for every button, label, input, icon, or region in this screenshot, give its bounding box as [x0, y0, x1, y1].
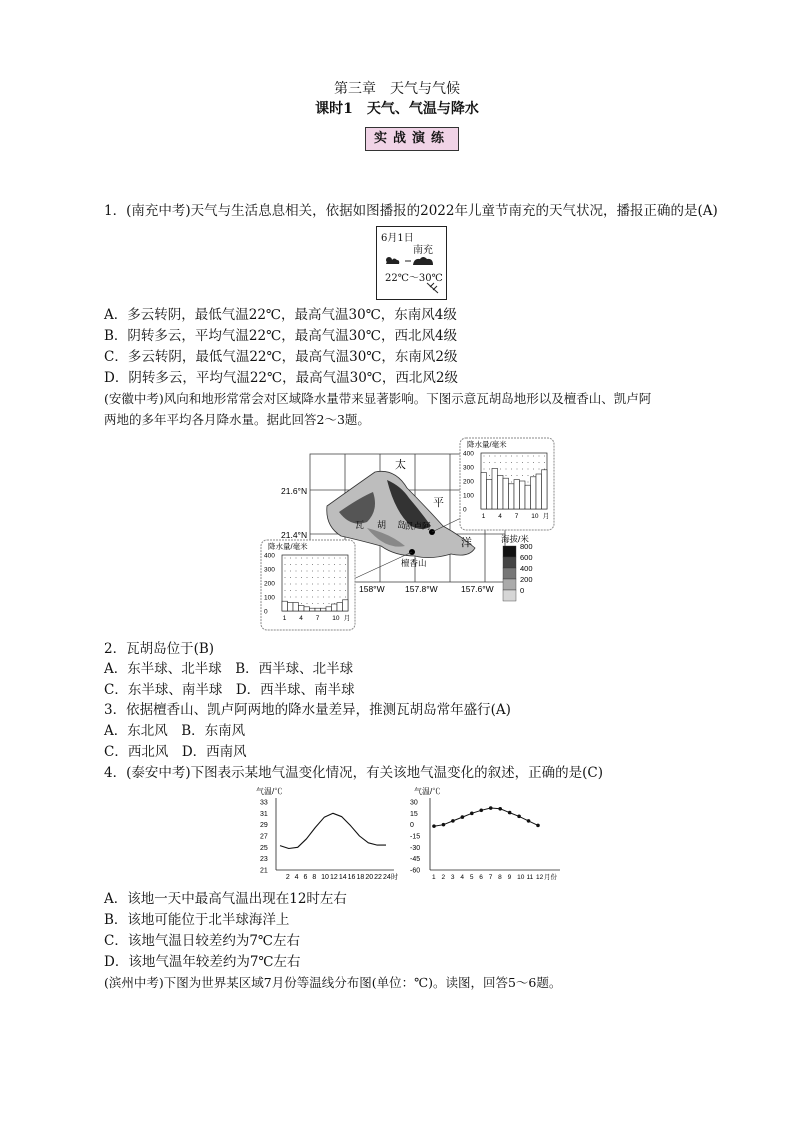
- kailua-xtick-3: 10: [531, 513, 539, 520]
- kailua-ytick-3: 100: [463, 492, 474, 500]
- daily-ytick-4: 25: [260, 844, 268, 852]
- honolulu-precip-chart: [260, 539, 356, 631]
- elevation-swatch-4: [503, 590, 516, 601]
- island-label-1: 瓦: [355, 520, 365, 530]
- kailua-ytick-4: 0: [463, 506, 467, 514]
- honolulu-ytick-3: 100: [264, 594, 275, 602]
- q2-option-ab: A．东半球、北半球 B．西半球、北半球: [104, 661, 354, 677]
- annual-xtick-10: 11: [526, 874, 534, 881]
- honolulu-bar-11: [337, 603, 343, 611]
- weather-city: 南充: [413, 245, 433, 256]
- lon-label-1: 158°W: [359, 584, 385, 594]
- elevation-value-3: 200: [520, 575, 533, 584]
- kailua-xtick-1: 4: [498, 513, 502, 520]
- annual-xtick-1: 2: [441, 874, 446, 881]
- q4-option-d: D．该地气温年较差约为7℃左右: [104, 954, 301, 970]
- q4-option-b: B．该地可能位于北半球海洋上: [104, 912, 290, 928]
- honolulu-bar-6: [310, 608, 316, 611]
- daily-ytick-2: 29: [260, 822, 268, 830]
- intro-2-3-line2: 两地的多年平均各月降水量。据此回答2～3题。: [104, 412, 370, 427]
- intro-5-6: (滨州中考)下图为世界某区域7月份等温线分布图(单位：℃)。读图，回答5～6题。: [104, 975, 562, 990]
- elevation-value-4: 0: [520, 586, 525, 595]
- annual-xtick-0: 1: [432, 874, 436, 881]
- elevation-value-2: 400: [520, 564, 533, 573]
- annual-ytick-2: 0: [410, 822, 414, 830]
- kailua-bar-9: [525, 485, 531, 509]
- daily-ytick-0: 33: [260, 799, 268, 807]
- annual-xtick-11: 12: [536, 874, 544, 881]
- honolulu-bar-5: [304, 607, 310, 611]
- kailua-bar-10: [531, 477, 537, 509]
- island-label-3: 岛: [397, 520, 407, 530]
- honolulu-xtick-4: 月: [343, 615, 351, 622]
- daily-ylabel: 气温/℃: [256, 787, 283, 796]
- q4-stem: 4．(泰安中考)下图表示某地气温变化情况，有关该地气温变化的叙述，正确的是(C): [104, 765, 603, 781]
- annual-point-7: [489, 806, 493, 810]
- weather-card: [376, 226, 447, 300]
- daily-xtick-6: 14: [338, 874, 347, 881]
- lat-label-2: 21.4°N: [281, 530, 308, 540]
- weather-temp: 22℃～30℃: [385, 273, 443, 284]
- honolulu-xtick-3: 10: [332, 615, 340, 622]
- elevation-legend: [503, 542, 533, 601]
- annual-xtick-8: 9: [507, 874, 512, 881]
- daily-temp-chart: [254, 784, 404, 886]
- q1-option-a: A．多云转阴，最低气温22℃，最高气温30℃，东南风4级: [104, 307, 457, 323]
- kailua-precip-chart: [459, 437, 555, 531]
- annual-xtick-6: 7: [488, 874, 493, 881]
- honolulu-bar-2: [288, 603, 294, 611]
- annual-point-6: [479, 809, 483, 813]
- kailua-ytick-2: 200: [463, 478, 474, 486]
- q4-option-a: A．该地一天中最高气温出现在12时左右: [104, 891, 347, 907]
- honolulu-ytick-4: 0: [264, 608, 268, 616]
- q4-option-c: C．该地气温日较差约为7℃左右: [104, 933, 301, 949]
- elevation-value-1: 600: [520, 553, 533, 562]
- annual-xtick-4: 5: [469, 874, 474, 881]
- kailua-bar-1: [481, 473, 487, 509]
- annual-ylabel: 气温/℃: [414, 787, 441, 796]
- kailua-ytick-0: 400: [463, 450, 474, 458]
- intro-2-3-line1: (安徽中考)风向和地形常常会对区域降水量带来显著影响。下图示意瓦胡岛地形以及檀香山、凯卢阿: [104, 391, 652, 406]
- lon-label-2: 157.8°W: [405, 584, 438, 594]
- q3-option-ab: A．东北风 B．东南风: [104, 723, 246, 739]
- daily-ytick-1: 31: [260, 810, 268, 818]
- kailua-bar-3: [492, 468, 498, 509]
- daily-xtick-11: 24: [383, 874, 391, 881]
- daily-ytick-5: 23: [260, 856, 268, 864]
- annual-xtick-12: 月份: [544, 874, 557, 881]
- kailua-bar-8: [520, 481, 526, 509]
- kailua-ytick-1: 300: [463, 464, 474, 472]
- daily-xtick-0: 2: [285, 874, 290, 881]
- honolulu-bar-4: [299, 605, 305, 611]
- annual-xtick-5: 6: [479, 874, 483, 881]
- kailua-bar-5: [503, 478, 509, 509]
- q1-option-c: C．多云转阴，最低气温22℃，最高气温30℃，东南风2级: [104, 349, 458, 365]
- kailua-bar-4: [498, 475, 504, 509]
- q3-stem: 3．依据檀香山、凯卢阿两地的降水量差异，推测瓦胡岛常年盛行(A): [104, 702, 511, 718]
- honolulu-xtick-0: 1: [282, 615, 287, 622]
- annual-ytick-0: 30: [410, 799, 418, 807]
- daily-xtick-8: 18: [356, 874, 365, 881]
- honolulu-bar-9: [326, 607, 332, 611]
- kailua-xtick-0: 1: [481, 513, 486, 520]
- annual-point-3: [451, 819, 455, 823]
- annual-point-4: [461, 815, 465, 819]
- kailua-bar-7: [514, 480, 520, 509]
- annual-point-11: [527, 819, 531, 823]
- honolulu-ytick-2: 200: [264, 580, 275, 588]
- lon-label-3: 157.6°W: [461, 584, 494, 594]
- elevation-value-0: 800: [520, 542, 533, 551]
- honolulu-xtick-1: 4: [299, 615, 303, 622]
- daily-xtick-12: 时: [391, 874, 398, 881]
- island-label-2: 胡: [377, 520, 387, 530]
- annual-temp-chart: [408, 784, 580, 886]
- annual-xtick-3: 4: [460, 874, 464, 881]
- practice-badge: 实战演练: [365, 127, 459, 151]
- honolulu-label: 檀香山: [401, 558, 427, 568]
- kailua-xtick-2: 7: [514, 513, 519, 520]
- daily-xtick-2: 6: [303, 874, 308, 881]
- q1-stem: 1．(南充中考)天气与生活息息相关，依据如图播报的2022年儿童节南充的天气状况，播报正确的是(A): [104, 203, 718, 219]
- honolulu-bar-10: [332, 604, 338, 611]
- annual-point-12: [536, 824, 540, 828]
- annual-ytick-3: -15: [410, 833, 421, 841]
- kailua-bar-6: [509, 484, 515, 509]
- honolulu-bar-3: [293, 603, 299, 611]
- elevation-swatch-1: [503, 557, 516, 568]
- honolulu-xtick-2: 7: [315, 615, 320, 622]
- weather-date: 6月1日: [381, 233, 414, 244]
- kailua-bar-2: [487, 480, 493, 509]
- kailua-label: 凯卢阿: [405, 521, 431, 531]
- daily-xtick-5: 12: [330, 874, 338, 881]
- kailua-bar-12: [542, 470, 548, 509]
- annual-xtick-7: 8: [498, 874, 502, 881]
- annual-point-1: [432, 824, 436, 828]
- daily-xtick-7: 16: [347, 874, 356, 881]
- honolulu-bar-12: [343, 600, 349, 611]
- sea-label-2: 平: [433, 497, 444, 509]
- daily-temp-line: [280, 813, 386, 848]
- sea-label-3: 洋: [461, 537, 472, 549]
- annual-point-9: [508, 811, 512, 815]
- cloudy-to-overcast-icon: [383, 253, 439, 269]
- annual-ytick-5: -45: [410, 856, 421, 864]
- annual-point-5: [470, 812, 474, 816]
- honolulu-bar-1: [282, 601, 288, 611]
- elevation-swatch-3: [503, 579, 516, 590]
- annual-xtick-9: 10: [517, 874, 525, 881]
- daily-xtick-4: 10: [321, 874, 329, 881]
- daily-xtick-3: 8: [312, 874, 317, 881]
- daily-xtick-9: 20: [365, 874, 374, 881]
- honolulu-bar-7: [315, 608, 321, 611]
- daily-xtick-1: 4: [294, 874, 299, 881]
- honolulu-bar-8: [321, 608, 327, 611]
- q2-stem: 2．瓦胡岛位于(B): [104, 641, 215, 657]
- elevation-swatch-0: [503, 546, 516, 557]
- lat-label-1: 21.6°N: [281, 486, 308, 496]
- sea-label-1: 太: [395, 459, 406, 471]
- wind-barb-icon: [425, 281, 441, 295]
- daily-ytick-6: 21: [260, 867, 268, 875]
- q1-option-b: B．阴转多云，平均气温22℃，最高气温30℃，西北风4级: [104, 328, 458, 344]
- kailua-xtick-4: 月: [542, 513, 550, 520]
- annual-ytick-1: 15: [410, 810, 418, 818]
- annual-point-2: [442, 823, 446, 827]
- kailua-bar-11: [536, 474, 542, 509]
- annual-temp-line: [434, 808, 538, 826]
- q3-option-cd: C．西北风 D．西南风: [104, 744, 247, 760]
- kailua-ylabel: 降水量/毫米: [467, 440, 507, 449]
- annual-ytick-4: -30: [410, 844, 421, 852]
- annual-ytick-6: -60: [410, 867, 421, 875]
- chapter-title: 第三章 天气与气候: [334, 81, 460, 97]
- annual-point-10: [517, 815, 521, 819]
- q2-option-cd: C．东半球、南半球 D．西半球、南半球: [104, 682, 355, 698]
- lesson-title: 课时1 天气、气温与降水: [315, 101, 479, 117]
- daily-ytick-3: 27: [260, 833, 268, 841]
- elevation-legend-title: 海拔/米: [501, 534, 529, 544]
- annual-xtick-2: 3: [450, 874, 455, 881]
- q1-option-d: D．阴转多云，平均气温22℃，最高气温30℃，西北风2级: [104, 370, 458, 386]
- annual-point-8: [498, 807, 502, 811]
- honolulu-ytick-0: 400: [264, 552, 275, 560]
- daily-xtick-10: 22: [374, 874, 382, 881]
- honolulu-ytick-1: 300: [264, 566, 275, 574]
- elevation-swatch-2: [503, 568, 516, 579]
- honolulu-ylabel: 降水量/毫米: [268, 542, 308, 551]
